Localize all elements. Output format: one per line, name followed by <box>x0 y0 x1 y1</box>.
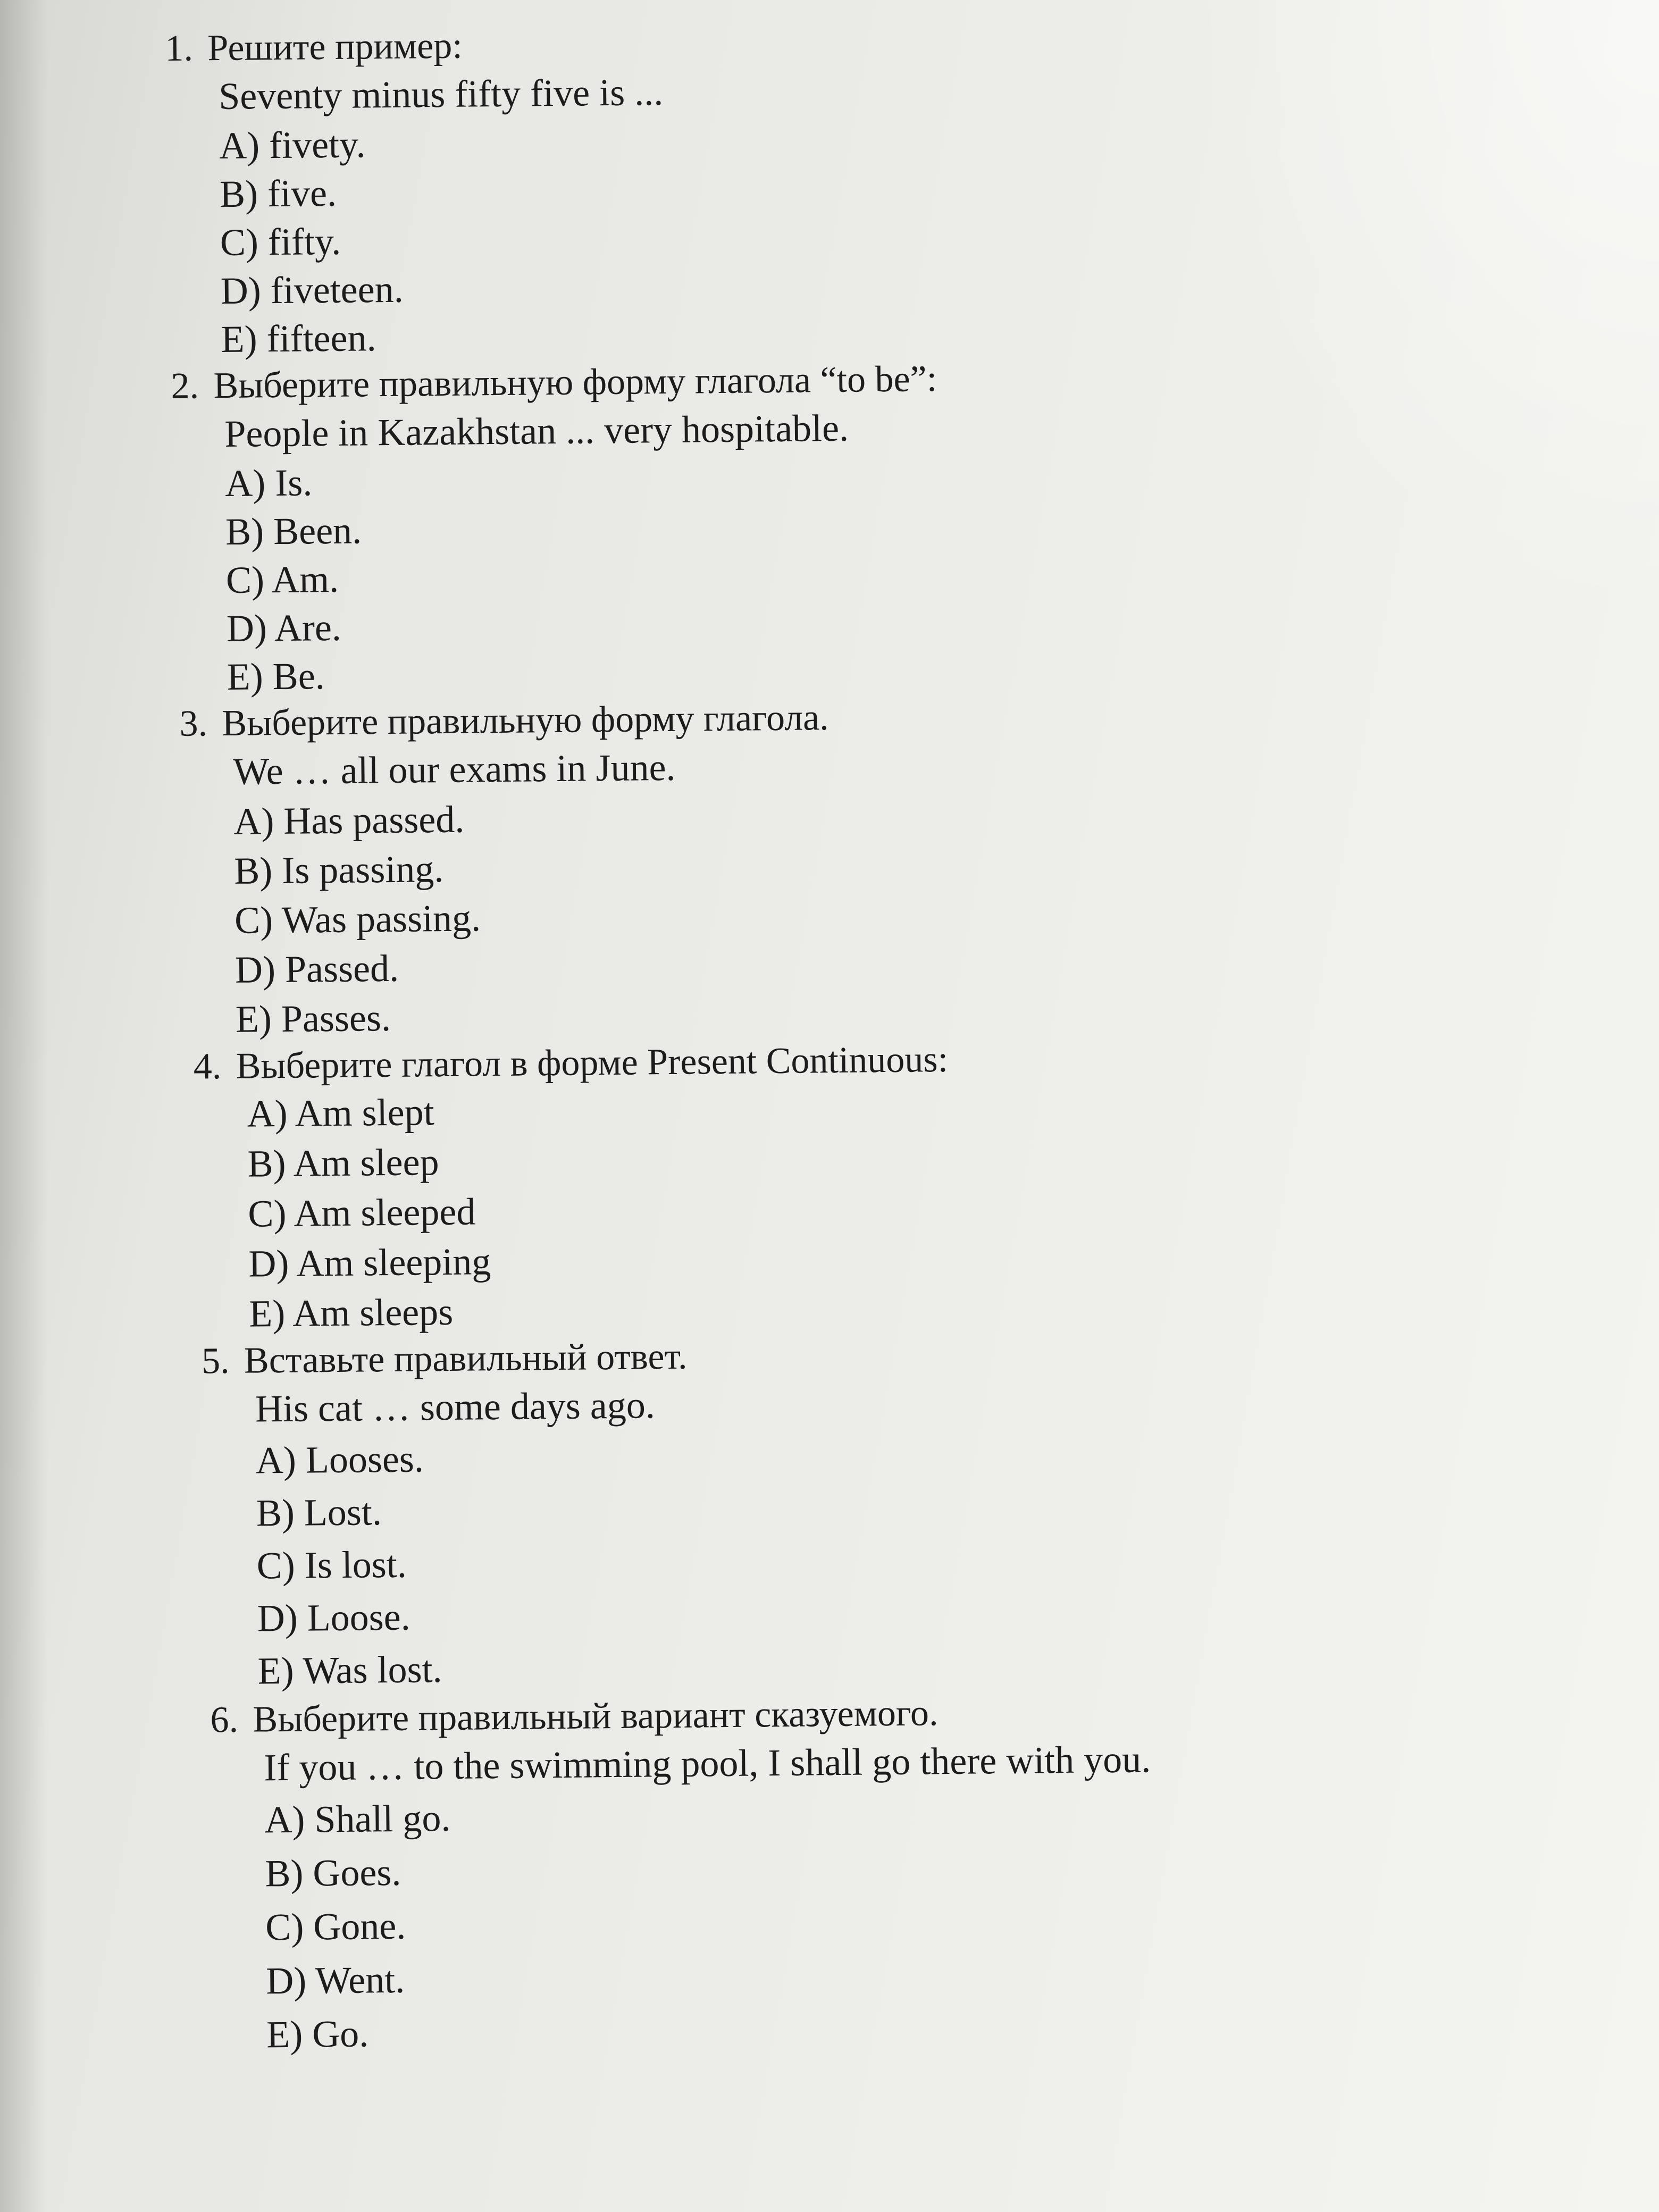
question-number: 2. <box>171 365 199 407</box>
answer-option-c: C) Am. <box>225 557 339 601</box>
page-edge-shadow <box>0 0 48 2212</box>
question-number: 4. <box>193 1046 222 1087</box>
question-4 <box>193 1032 1506 1339</box>
question-stem: We … all our exams in June. <box>233 745 676 793</box>
question-body <box>211 1730 1514 2062</box>
question-stem: If you … to the swimming pool, I shall go there with you. <box>264 1738 1151 1789</box>
answer-option-a: A) Has passed. <box>233 798 465 843</box>
question-prompt: Выберите правильный вариант сказуемого. <box>253 1692 939 1740</box>
answer-option-c: C) Is lost. <box>256 1543 407 1587</box>
question-body <box>165 58 1497 364</box>
question-2 <box>171 351 1501 702</box>
answer-option-d: D) Went. <box>265 1958 405 2002</box>
question-body <box>194 1077 1506 1339</box>
answer-option-e: E) Was lost. <box>257 1648 442 1692</box>
answer-option-c: C) fifty. <box>220 220 341 264</box>
question-number: 5. <box>201 1340 230 1382</box>
answer-option-b: B) five. <box>219 171 337 216</box>
question-prompt: Выберите правильную форму глагола “to be”: <box>213 358 937 407</box>
question-prompt: Выберите глагол в форме Present Continuous: <box>236 1038 949 1087</box>
answer-option-d: D) Loose. <box>257 1595 411 1640</box>
answer-option-a: A) Looses. <box>255 1437 424 1482</box>
answer-option-c: C) Gone. <box>265 1904 406 1949</box>
question-number: 1. <box>165 28 194 69</box>
answer-option-e: E) Go. <box>266 2012 369 2056</box>
question-number: 3. <box>179 703 208 744</box>
answer-option-e: E) Passes. <box>235 996 391 1041</box>
answer-option-b: B) Been. <box>225 509 362 553</box>
question-body <box>171 396 1501 702</box>
answer-option-b: B) Am sleep <box>247 1141 439 1185</box>
question-prompt: Решите пример: <box>207 25 463 69</box>
question-body <box>180 734 1504 1045</box>
answer-option-a: A) fivety. <box>219 123 366 167</box>
question-3 <box>179 689 1504 1045</box>
answer-option-d: D) Passed. <box>234 946 399 991</box>
question-number: 6. <box>210 1699 239 1741</box>
question-1 <box>165 14 1497 364</box>
question-prompt: Вставьте правильный ответ. <box>244 1336 688 1381</box>
question-stem: His cat … some days ago. <box>255 1384 656 1430</box>
answer-option-e: E) Am sleeps <box>248 1290 454 1335</box>
answer-option-c: C) Am sleeped <box>248 1190 476 1235</box>
answer-option-d: D) fiveteen. <box>220 267 404 313</box>
answer-option-a: A) Am slept <box>247 1091 434 1135</box>
answer-option-b: B) Lost. <box>256 1490 382 1535</box>
quiz-sheet <box>165 14 1514 2063</box>
question-6 <box>210 1686 1513 2062</box>
question-stem: Seventy minus fifty five is ... <box>218 71 664 118</box>
answer-option-e: E) fifteen. <box>221 316 376 361</box>
question-stem: People in Kazakhstan ... very hospitable. <box>224 406 849 455</box>
answer-option-b: B) Is passing. <box>233 848 444 892</box>
question-5 <box>202 1327 1510 1698</box>
answer-option-d: D) Am sleeping <box>248 1240 491 1285</box>
answer-option-a: A) Shall go. <box>264 1796 451 1841</box>
answer-option-c: C) Was passing. <box>234 896 481 942</box>
answer-option-a: A) Is. <box>224 461 313 505</box>
answer-option-d: D) Are. <box>226 606 342 650</box>
question-prompt: Выберите правильную форму глагола. <box>222 697 829 744</box>
question-body <box>202 1371 1511 1698</box>
answer-option-e: E) Be. <box>227 655 325 698</box>
answer-option-b: B) Goes. <box>264 1850 401 1895</box>
